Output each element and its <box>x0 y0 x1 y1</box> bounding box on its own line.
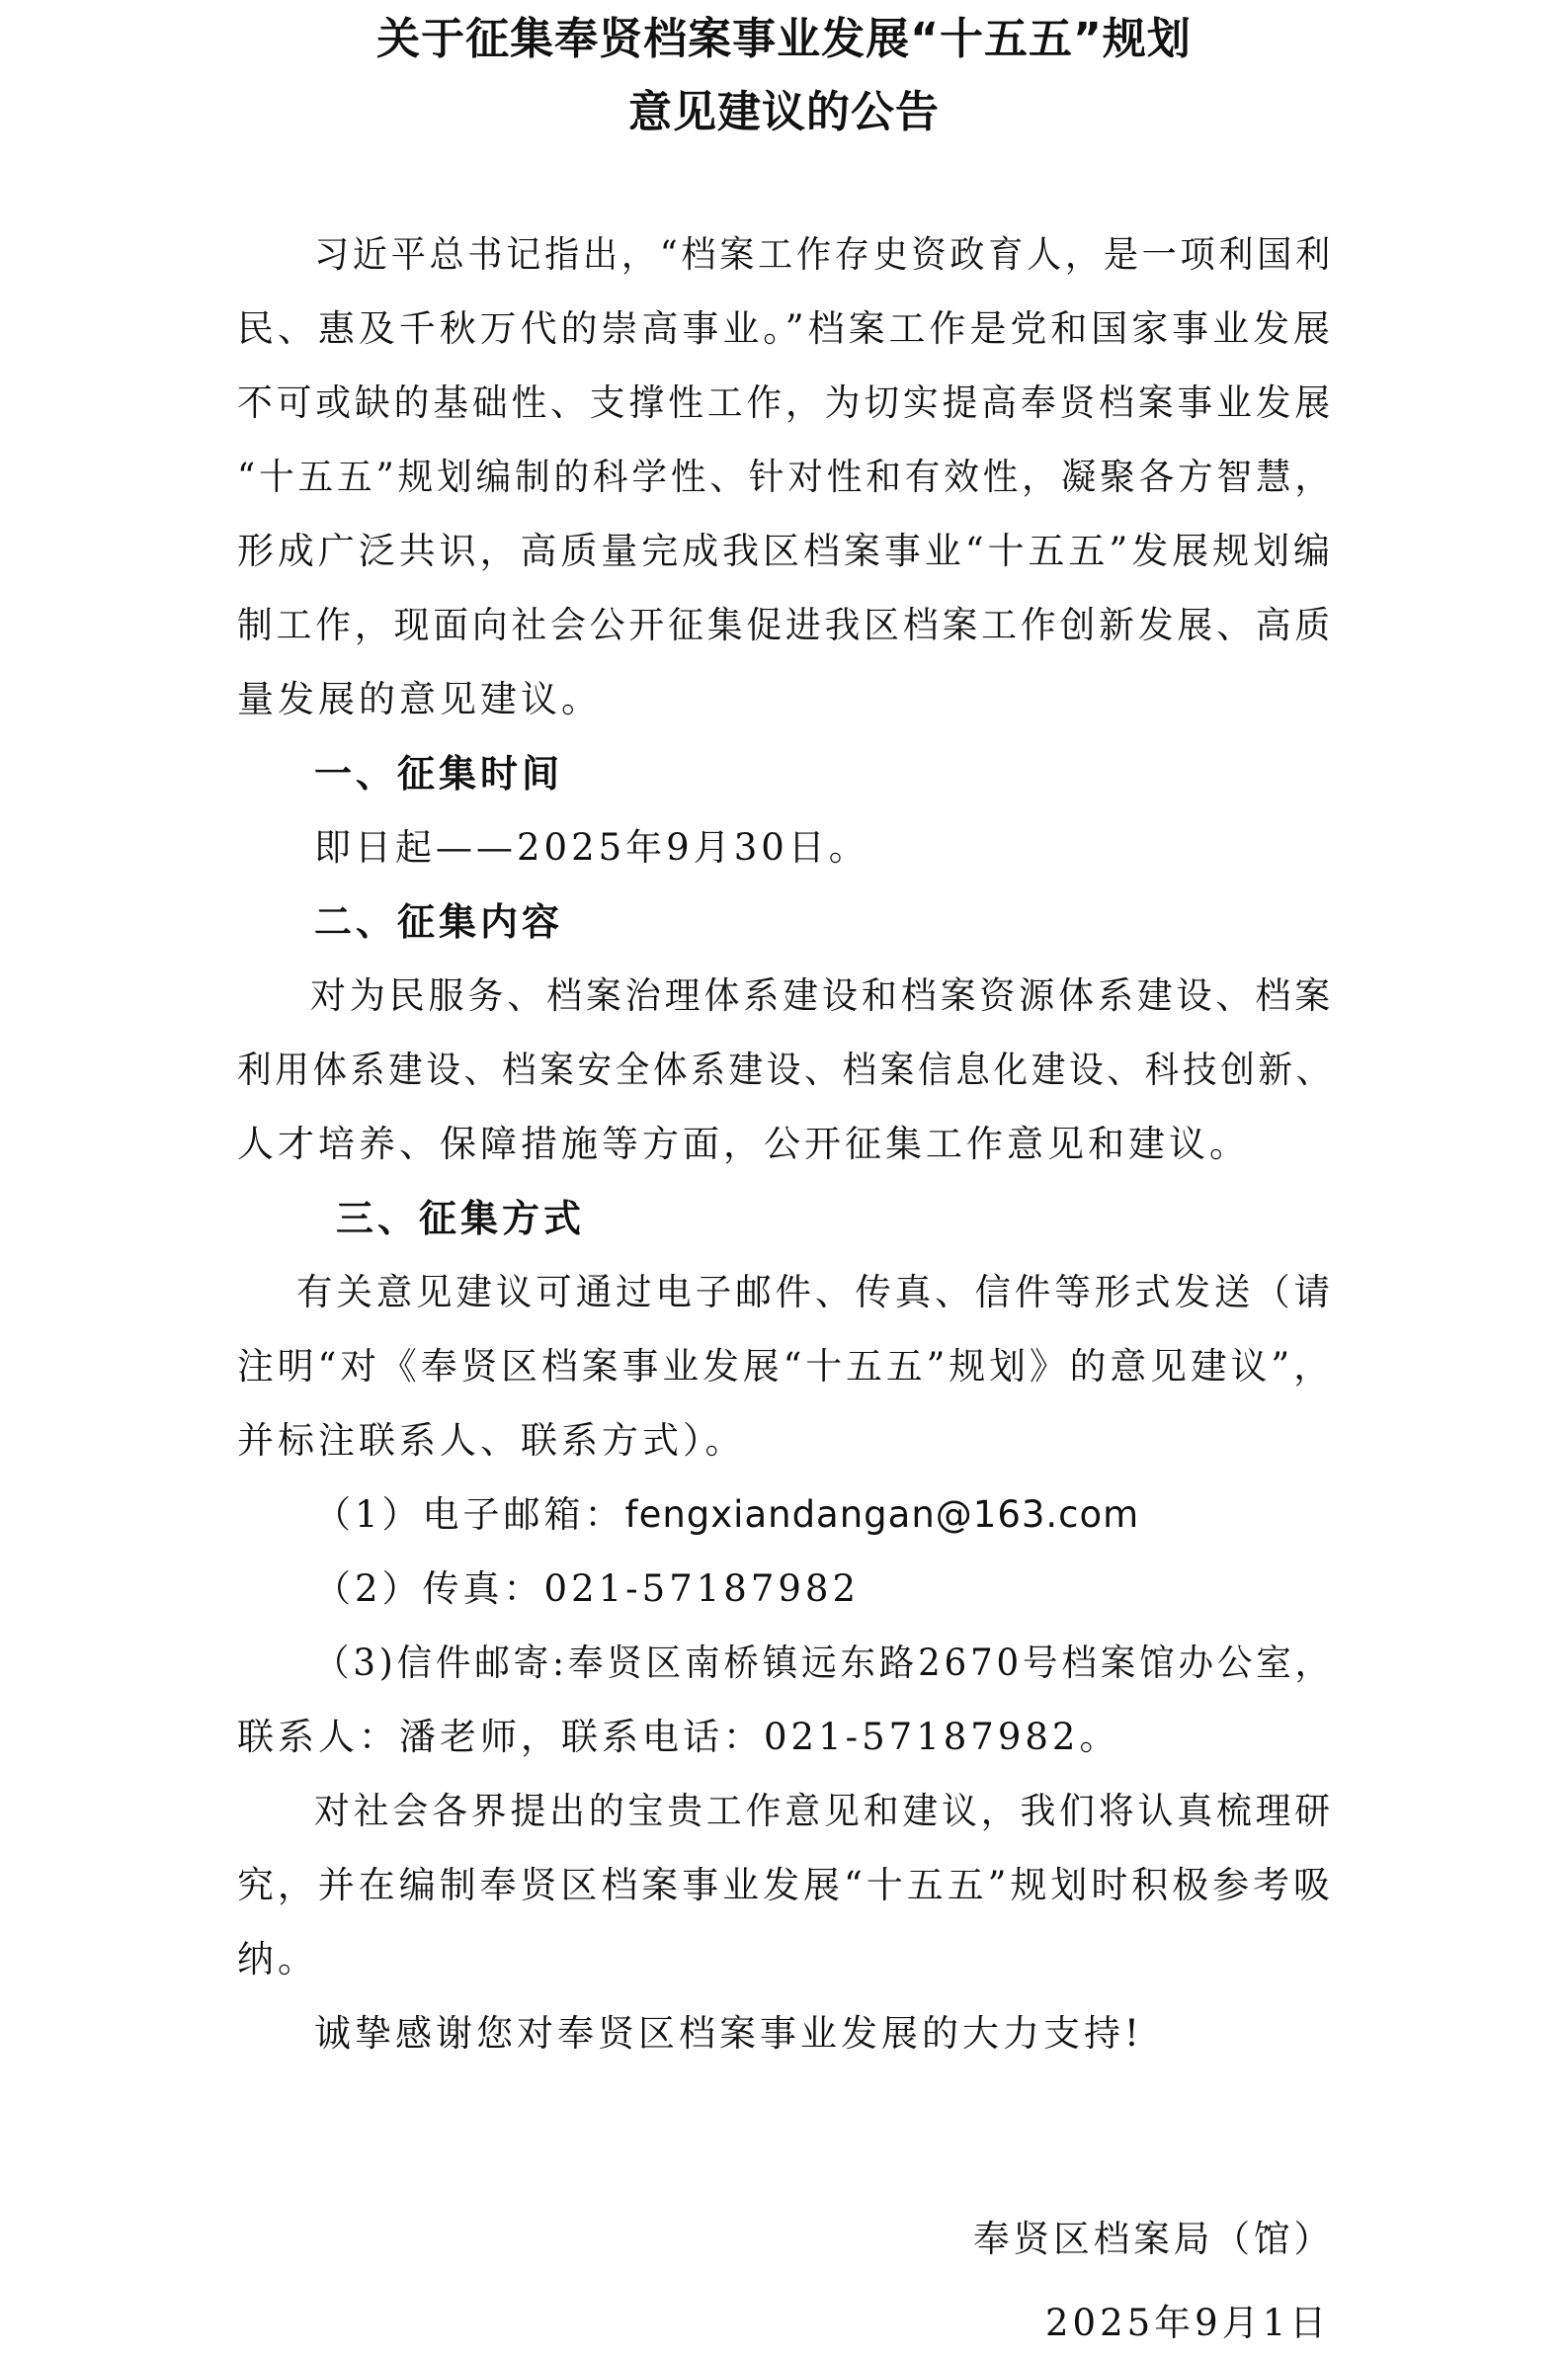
intro-line: 制工作，现面向社会公开征集促进我区档案工作创新发展、高质 <box>237 604 1335 646</box>
closing-line: 究，并在编制奉贤区档案事业发展“十五五”规划时积极参考吸 <box>237 1864 1334 1906</box>
email-address: fengxiandangan@163.com <box>624 1493 1140 1536</box>
content-line: 利用体系建设、档案安全体系建设、档案信息化建设、科技创新、 <box>237 1049 1335 1091</box>
section-heading-method: 三、征集方式 <box>336 1197 586 1240</box>
document-title-line-1: 关于征集奉贤档案事业发展“十五五”规划 <box>376 14 1192 64</box>
signature-date: 2025年9月1日 <box>1045 2302 1331 2344</box>
email-label: （1）电子邮箱： <box>314 1493 625 1536</box>
method-line: 有关意见建议可通过电子邮件、传真、信件等形式发送（请 <box>296 1271 1335 1313</box>
intro-line: 不可或缺的基础性、支撑性工作，为切实提高奉贤档案事业发展 <box>237 381 1335 424</box>
intro-line: 习近平总书记指出，“档案工作存史资政育人，是一项利国利 <box>314 233 1334 276</box>
section-heading-time: 一、征集时间 <box>314 752 564 796</box>
intro-line: 民、惠及千秋万代的崇高事业。”档案工作是党和国家事业发展 <box>237 307 1334 350</box>
document-title-line-2: 意见建议的公告 <box>628 87 940 137</box>
content-line: 人才培养、保障措施等方面，公开征集工作意见和建议。 <box>237 1123 1250 1165</box>
closing-line: 纳。 <box>237 1938 318 1980</box>
content-line: 对为民服务、档案治理体系建设和档案资源体系建设、档案 <box>310 974 1335 1017</box>
thanks-line: 诚挚感谢您对奉贤区档案事业发展的大力支持! <box>314 2012 1143 2055</box>
fax-item: （2）传真：021-57187982 <box>314 1567 860 1610</box>
section-heading-content: 二、征集内容 <box>314 900 564 944</box>
intro-line: 形成广泛共识，高质量完成我区档案事业“十五五”发展规划编 <box>237 530 1334 572</box>
mail-item: （3)信件邮寄:奉贤区南桥镇远东路2670号档案馆办公室， <box>314 1641 1334 1684</box>
contact-line: 联系人：潘老师，联系电话：021-57187982。 <box>237 1716 1120 1758</box>
closing-line: 对社会各界提出的宝贵工作意见和建议，我们将认真梳理研 <box>314 1790 1334 1832</box>
intro-line: “十五五”规划编制的科学性、针对性和有效性，凝聚各方智慧， <box>237 456 1334 498</box>
method-line: 并标注联系人、联系方式）。 <box>237 1419 746 1462</box>
intro-line: 量发展的意见建议。 <box>237 678 602 720</box>
email-item <box>314 1491 1139 1539</box>
method-line: 注明“对《奉贤区档案事业发展“十五五”规划》的意见建议”， <box>237 1345 1334 1388</box>
collection-time-text: 即日起——2025年9月30日。 <box>314 826 869 869</box>
signature-org: 奉贤区档案局（馆） <box>973 2218 1335 2260</box>
